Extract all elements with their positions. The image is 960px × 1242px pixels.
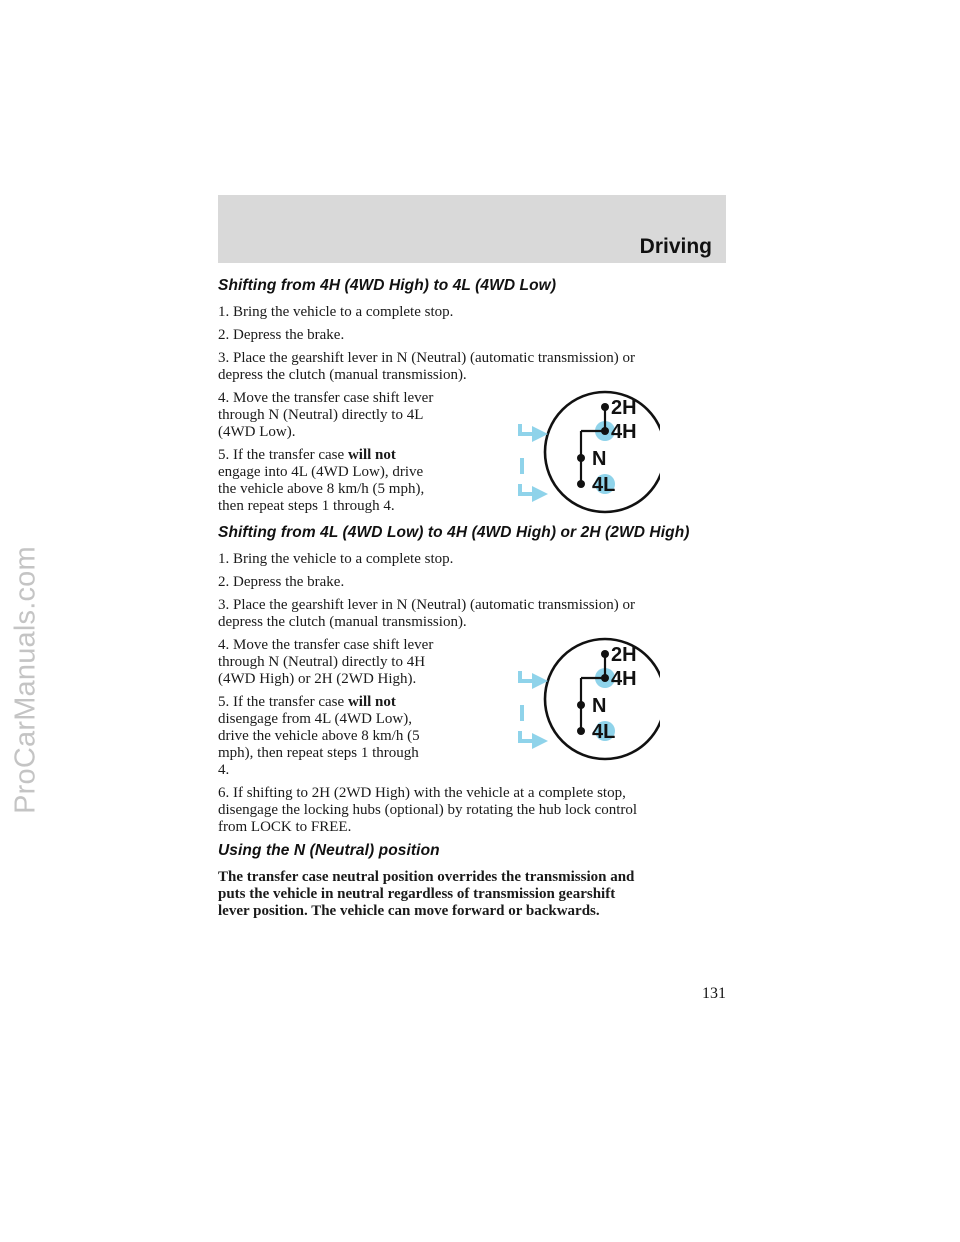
step-5-line-4: mph), then repeat steps 1 through xyxy=(218,745,419,761)
neutral-warning xyxy=(218,869,726,920)
step-5-line-5: 4. xyxy=(218,762,230,778)
path-indicator-mid xyxy=(520,458,524,474)
position-dot-n xyxy=(577,454,585,462)
path-indicator-upper xyxy=(520,424,532,434)
watermark-text: ProCarManuals.com xyxy=(9,546,42,814)
label-n: N xyxy=(592,448,607,470)
steps-with-diagram xyxy=(218,637,726,785)
section-neutral-position xyxy=(218,842,726,920)
section-title: Using the N (Neutral) position xyxy=(218,842,440,859)
path-indicator-lower xyxy=(520,484,532,494)
steps-column xyxy=(218,390,488,521)
step-2: 2. Depress the brake. xyxy=(218,327,345,343)
step-3-line-2: depress the clutch (manual transmission). xyxy=(218,614,467,630)
step-5-emphasis: will not xyxy=(347,694,396,710)
step-1: 1. Bring the vehicle to a complete stop. xyxy=(218,551,454,567)
label-4l: 4L xyxy=(592,474,616,496)
label-4h: 4H xyxy=(611,668,637,690)
page-number: 131 xyxy=(702,985,726,1002)
step-5 xyxy=(218,447,488,515)
position-dot-4h xyxy=(601,674,609,682)
step-3-line-2: depress the clutch (manual transmission). xyxy=(218,367,467,383)
step-5-line-2: disengage from 4L (4WD Low), xyxy=(218,711,412,727)
path-indicator-mid xyxy=(520,705,524,721)
section-header-band xyxy=(218,195,726,263)
label-4l: 4L xyxy=(592,721,616,743)
warning-line-3: lever position. The vehicle can move forward or backwards. xyxy=(218,903,600,919)
step-5-line-3: drive the vehicle above 8 km/h (5 xyxy=(218,728,420,744)
watermark xyxy=(4,0,48,1242)
step-4-line-2: through N (Neutral) directly to 4H xyxy=(218,654,426,670)
step-5-line-4: then repeat steps 1 through 4. xyxy=(218,498,395,514)
step-4 xyxy=(218,637,488,688)
arrow-to-4l-icon xyxy=(532,486,548,502)
shift-pattern-graphic xyxy=(515,637,660,762)
step-2: 2. Depress the brake. xyxy=(218,574,345,590)
shift-pattern-diagram-2 xyxy=(515,637,660,767)
section-header-title: Driving xyxy=(639,235,712,258)
path-indicator-lower xyxy=(520,731,532,741)
step-5-line-2: engage into 4L (4WD Low), drive xyxy=(218,464,424,480)
position-dot-4l xyxy=(577,480,585,488)
step-4-line-1: 4. Move the transfer case shift lever xyxy=(218,390,434,406)
position-dot-n xyxy=(577,701,585,709)
label-n: N xyxy=(592,695,607,717)
page-content xyxy=(218,277,726,926)
warning-line-2: puts the vehicle in neutral regardless of transmission gearshift xyxy=(218,886,616,902)
steps-column xyxy=(218,637,488,785)
position-dot-4h xyxy=(601,427,609,435)
shift-pattern-diagram-1 xyxy=(515,390,660,520)
path-indicator-upper xyxy=(520,671,532,681)
label-4h: 4H xyxy=(611,421,637,443)
arrow-to-4l-icon xyxy=(532,733,548,749)
position-dot-2h xyxy=(601,650,609,658)
label-2h: 2H xyxy=(611,644,637,666)
position-dot-2h xyxy=(601,403,609,411)
step-5 xyxy=(218,694,488,779)
section-4l-to-4h-or-2h xyxy=(218,524,726,836)
step-5-prefix: 5. If the transfer case xyxy=(218,447,348,463)
section-4h-to-4l xyxy=(218,277,726,521)
step-6-line-3: from LOCK to FREE. xyxy=(218,819,352,835)
section-title: Shifting from 4H (4WD High) to 4L (4WD Low) xyxy=(218,277,557,294)
shift-pattern-graphic xyxy=(515,390,660,515)
step-4-line-3: (4WD Low). xyxy=(218,424,296,440)
step-6-line-2: disengage the locking hubs (optional) by rotating the hub lock control xyxy=(218,802,638,818)
steps-with-diagram xyxy=(218,390,726,521)
step-4-line-2: through N (Neutral) directly to 4L xyxy=(218,407,424,423)
label-2h: 2H xyxy=(611,397,637,419)
step-4-line-1: 4. Move the transfer case shift lever xyxy=(218,637,434,653)
step-3-line-1: 3. Place the gearshift lever in N (Neutral) (automatic transmission) or xyxy=(218,597,635,613)
step-5-emphasis: will not xyxy=(347,447,396,463)
step-3 xyxy=(218,597,726,631)
step-4-line-3: (4WD High) or 2H (2WD High). xyxy=(218,671,417,687)
warning-line-1: The transfer case neutral position overrides the transmission and xyxy=(218,869,635,885)
step-3-line-1: 3. Place the gearshift lever in N (Neutral) (automatic transmission) or xyxy=(218,350,635,366)
section-title: Shifting from 4L (4WD Low) to 4H (4WD High) or 2H (2WD High) xyxy=(218,524,690,541)
step-6 xyxy=(218,785,726,836)
position-dot-4l xyxy=(577,727,585,735)
step-6-line-1: 6. If shifting to 2H (2WD High) with the vehicle at a complete stop, xyxy=(218,785,626,801)
step-5-line-3: the vehicle above 8 km/h (5 mph), xyxy=(218,481,425,497)
step-1: 1. Bring the vehicle to a complete stop. xyxy=(218,304,454,320)
step-4 xyxy=(218,390,488,441)
step-5-prefix: 5. If the transfer case xyxy=(218,694,348,710)
step-3 xyxy=(218,350,726,384)
